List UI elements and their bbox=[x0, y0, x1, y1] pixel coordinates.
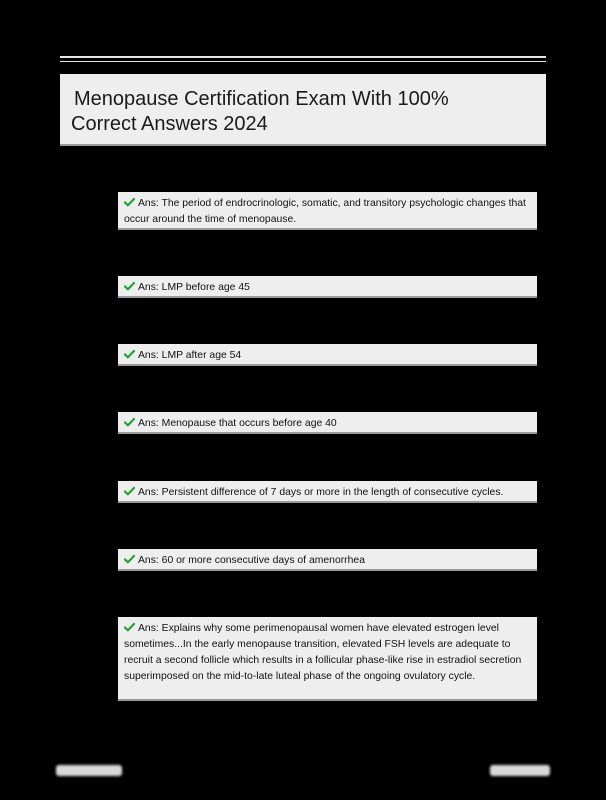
page-title-line-2: Correct Answers 2024 bbox=[71, 113, 268, 135]
answer-box-1 bbox=[118, 192, 537, 230]
answer-text-5: Ans: Persistent difference of 7 days or more in the length of consecutive cycles. bbox=[138, 487, 504, 498]
top-rule bbox=[60, 56, 546, 58]
answer-box-3 bbox=[118, 344, 537, 366]
answer-text-6: Ans: 60 or more consecutive days of amenorrhea bbox=[138, 555, 365, 566]
page-title-line-1: Menopause Certification Exam With 100% bbox=[74, 88, 449, 110]
answer-box-6 bbox=[118, 549, 537, 571]
check-icon bbox=[124, 486, 135, 496]
title-box bbox=[60, 74, 546, 146]
answer-text-7: Ans: Explains why some perimenopausal women have elevated estrogen level sometimes...In the early menopause transition, elevated FSH levels are adequate to recruit a second follicle which results in a follicular phase-like rise in estradiol secretion superimposed on the mid-to-late luteal phase of the ongoing ovulatory cycle. bbox=[124, 623, 522, 682]
answer-text-1: Ans: The period of endrocrinologic, somatic, and transitory psychologic changes that occur around the time of menopause. bbox=[124, 198, 526, 225]
answer-box-2 bbox=[118, 276, 537, 298]
answer-text-4: Ans: Menopause that occurs before age 40 bbox=[138, 418, 337, 429]
check-icon bbox=[124, 281, 135, 291]
answer-text-2: Ans: LMP before age 45 bbox=[138, 282, 250, 293]
check-icon bbox=[124, 417, 135, 427]
check-icon bbox=[124, 622, 135, 632]
footer-right-blurred bbox=[490, 765, 550, 776]
check-icon bbox=[124, 554, 135, 564]
answer-box-5 bbox=[118, 481, 537, 503]
top-rule-second bbox=[60, 61, 546, 62]
answer-box-4 bbox=[118, 412, 537, 434]
check-icon bbox=[124, 197, 135, 207]
answer-box-7 bbox=[118, 617, 537, 701]
footer-left-blurred bbox=[56, 765, 122, 776]
answer-text-3: Ans: LMP after age 54 bbox=[138, 350, 242, 361]
check-icon bbox=[124, 349, 135, 359]
